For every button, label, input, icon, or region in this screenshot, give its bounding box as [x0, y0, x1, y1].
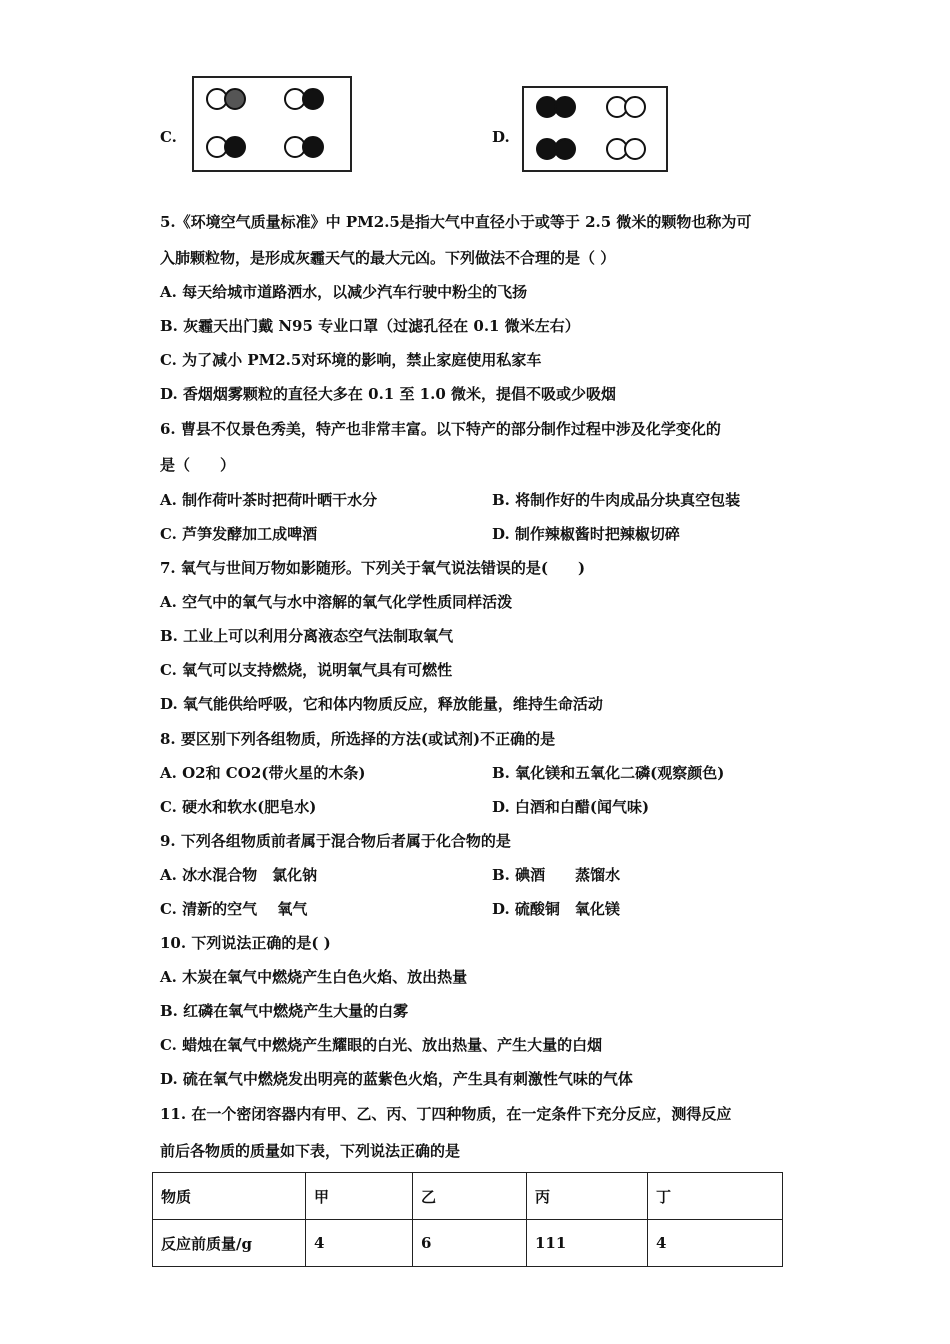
- table-cell: 反应前质量/g: [153, 1220, 306, 1267]
- q11-stem-line2: 前后各物质的质量如下表，下列说法正确的是: [160, 1142, 461, 1160]
- q5-stem-line2: 入肺颗粒物，是形成灰霾天气的最大元凶。下列做法不合理的是（ ）: [160, 249, 616, 267]
- table-header-cell: 乙: [413, 1173, 527, 1220]
- q10-option-d: D. 硫在氧气中燃烧发出明亮的蓝紫色火焰，产生具有刺激性气味的气体: [160, 1070, 633, 1088]
- molecule-diagram-d: [522, 86, 668, 172]
- q6-option-c: C. 芦笋发酵加工成啤酒: [160, 525, 318, 543]
- table-header-cell: 物质: [153, 1173, 306, 1220]
- q8-option-a: A. O2和 CO2(带火星的木条): [160, 764, 366, 782]
- black-atom-icon: [302, 136, 324, 158]
- q5-option-a: A. 每天给城市道路洒水，以减少汽车行驶中粉尘的飞扬: [160, 283, 528, 301]
- option-c-label: C.: [160, 128, 177, 146]
- option-d-label: D.: [492, 128, 510, 146]
- table-header-cell: 丁: [648, 1173, 783, 1220]
- q7-option-b: B. 工业上可以利用分离液态空气法制取氧气: [160, 627, 454, 645]
- q10-stem: 10. 下列说法正确的是( ): [160, 934, 331, 952]
- q9-stem: 9. 下列各组物质前者属于混合物后者属于化合物的是: [160, 832, 511, 850]
- q7-option-c: C. 氧气可以支持燃烧，说明氧气具有可燃性: [160, 661, 453, 679]
- q10-option-c: C. 蜡烛在氧气中燃烧产生耀眼的白光、放出热量、产生大量的白烟: [160, 1036, 603, 1054]
- q8-option-c: C. 硬水和软水(肥皂水): [160, 798, 317, 816]
- q8-stem: 8. 要区别下列各组物质，所选择的方法(或试剂)不正确的是: [160, 730, 556, 748]
- q9-option-d: D. 硫酸铜 氧化镁: [492, 900, 620, 918]
- q10-option-a: A. 木炭在氧气中燃烧产生白色火焰、放出热量: [160, 968, 468, 986]
- table-cell: 6: [413, 1220, 527, 1267]
- black-atom-icon: [224, 136, 246, 158]
- molecule-diagram-c: [192, 76, 352, 172]
- q7-option-d: D. 氧气能供给呼吸，它和体内物质反应，释放能量，维持生命活动: [160, 695, 603, 713]
- q7-option-a: A. 空气中的氧气与水中溶解的氧气化学性质同样活泼: [160, 593, 513, 611]
- table-row: [153, 1173, 783, 1220]
- q9-option-b: B. 碘酒 蒸馏水: [492, 866, 621, 884]
- q5-option-d: D. 香烟烟雾颗粒的直径大多在 0.1 至 1.0 微米，提倡不吸或少吸烟: [160, 385, 617, 403]
- q6-option-d: D. 制作辣椒酱时把辣椒切碎: [492, 525, 680, 543]
- q7-stem: 7. 氧气与世间万物如影随形。下列关于氧气说法错误的是( ): [160, 559, 586, 577]
- q6-stem-line2: 是（ ）: [160, 456, 236, 474]
- q11-stem-line1: 11. 在一个密闭容器内有甲、乙、丙、丁四种物质，在一定条件下充分反应，测得反应: [160, 1105, 732, 1123]
- table-header-cell: 丙: [527, 1173, 648, 1220]
- q6-stem-line1: 6. 曹县不仅景色秀美，特产也非常丰富。以下特产的部分制作过程中涉及化学变化的: [160, 420, 721, 438]
- table-cell: 4: [648, 1220, 783, 1267]
- black-atom-icon: [302, 88, 324, 110]
- table-header-cell: 甲: [306, 1173, 413, 1220]
- q5-option-b: B. 灰霾天出门戴 N95 专业口罩（过滤孔径在 0.1 微米左右）: [160, 317, 580, 335]
- black-atom-icon: [554, 96, 576, 118]
- q6-option-a: A. 制作荷叶茶时把荷叶晒干水分: [160, 491, 378, 509]
- q6-option-b: B. 将制作好的牛肉成品分块真空包装: [492, 491, 741, 509]
- table-cell: 4: [306, 1220, 413, 1267]
- table-cell: 111: [527, 1220, 648, 1267]
- white-atom-icon: [624, 138, 646, 160]
- gray-atom-icon: [224, 88, 246, 110]
- q10-option-b: B. 红磷在氧气中燃烧产生大量的白雾: [160, 1002, 409, 1020]
- q8-option-d: D. 白酒和白醋(闻气味): [492, 798, 650, 816]
- q5-option-c: C. 为了减小 PM2.5对环境的影响，禁止家庭使用私家车: [160, 351, 542, 369]
- q9-option-c: C. 清新的空气 氧气: [160, 900, 308, 918]
- white-atom-icon: [624, 96, 646, 118]
- q5-stem-line1: 5.《环境空气质量标准》中 PM2.5是指大气中直径小于或等于 2.5 微米的颗物也称为可: [160, 213, 752, 231]
- table-row: [153, 1220, 783, 1267]
- black-atom-icon: [554, 138, 576, 160]
- q8-option-b: B. 氧化镁和五氧化二磷(观察颜色): [492, 764, 725, 782]
- q9-option-a: A. 冰水混合物 氯化钠: [160, 866, 318, 884]
- mass-table: [152, 1172, 783, 1267]
